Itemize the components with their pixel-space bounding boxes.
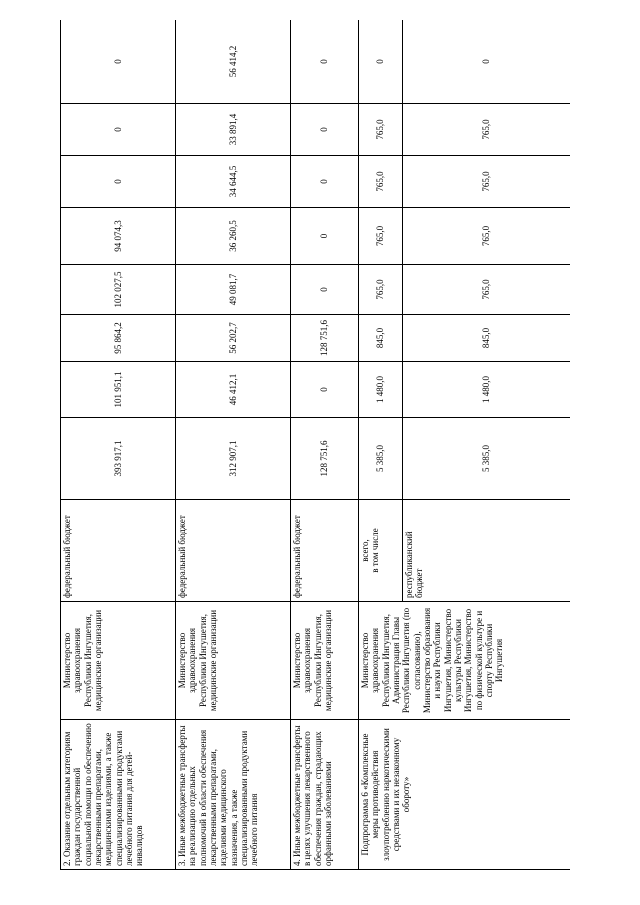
value-cell: 765,0 [403, 156, 571, 208]
value-cell: 46 412,1 [176, 362, 291, 418]
funding-source-cell: федеральный бюджет [291, 500, 359, 602]
value-cell: 5 385,0 [403, 418, 571, 500]
executor-cell: Министерство здравоохранения Республики Ингушетия, Администрация Главы Республики Ингушетия (по согласованию), Министерство образования и науки Республики Ингушетия, Министерство культуры Республики Ингушетия, Министерство по физической культуре и спорту Республики Ингушетия [359, 602, 571, 720]
value-cell: 1 480,0 [359, 362, 403, 418]
value-cell: 0 [403, 20, 571, 104]
value-cell: 0 [291, 20, 359, 104]
value-cell: 765,0 [403, 208, 571, 265]
value-cell: 0 [61, 20, 176, 104]
program-name-cell: 4. Иные межбюджетные трансферты в целях улучшения лекарственного обеспечения граждан, страдающих орфанными заболеваниями [291, 720, 359, 870]
value-cell: 0 [291, 156, 359, 208]
value-cell: 393 917,1 [61, 418, 176, 500]
value-cell: 101 951,1 [61, 362, 176, 418]
value-cell: 36 260,5 [176, 208, 291, 265]
value-cell: 845,0 [403, 315, 571, 362]
table-row [291, 20, 359, 870]
budget-table [60, 20, 570, 870]
value-cell: 765,0 [403, 104, 571, 156]
value-cell: 0 [291, 362, 359, 418]
value-cell: 5 385,0 [359, 418, 403, 500]
subprogram-name-cell: Подпрограмма 6 «Комплексные меры противодействия злоупотреблению наркотическими средствами и их незаконному обороту» [359, 720, 571, 870]
value-cell: 765,0 [359, 208, 403, 265]
value-cell: 0 [359, 20, 403, 104]
program-name-cell: 2. Оказание отдельным категориям граждан государственной социальной помощи по обеспечению лекарственными препаратами, медицинскими изделиями, а также специализированными продуктами лечебного питания для детей-инвалидов [61, 720, 176, 870]
source-total-sublabel: в том числе [370, 528, 381, 573]
funding-source-cell: республиканский бюджет [403, 500, 571, 602]
value-cell: 765,0 [359, 156, 403, 208]
value-cell: 1 480,0 [403, 362, 571, 418]
funding-source-cell: федеральный бюджет [61, 500, 176, 602]
value-cell: 95 864,2 [61, 315, 176, 362]
value-cell: 102 027,5 [61, 265, 176, 315]
value-cell: 128 751,6 [291, 418, 359, 500]
value-cell: 0 [61, 156, 176, 208]
value-cell: 56 414,2 [176, 20, 291, 104]
table-row [61, 20, 176, 870]
executor-cell: Министерство здравоохранения Республики Ингушетия, медицинские организации [291, 602, 359, 720]
value-cell: 56 202,7 [176, 315, 291, 362]
source-total-label: всего, [360, 539, 370, 562]
value-cell: 0 [291, 265, 359, 315]
value-cell: 765,0 [359, 104, 403, 156]
value-cell: 94 074,3 [61, 208, 176, 265]
value-cell: 0 [291, 104, 359, 156]
value-cell: 312 907,1 [176, 418, 291, 500]
value-cell: 0 [61, 104, 176, 156]
value-cell: 33 891,4 [176, 104, 291, 156]
value-cell: 765,0 [359, 265, 403, 315]
table-row [359, 20, 403, 870]
value-cell: 34 644,5 [176, 156, 291, 208]
table-row [176, 20, 291, 870]
executor-cell: Министерство здравоохранения Республики Ингушетия, медицинские организации [61, 602, 176, 720]
executor-cell: Министерство здравоохранения Республики Ингушетия, медицинские организации [176, 602, 291, 720]
funding-source-total-cell [359, 500, 403, 602]
value-cell: 128 751,6 [291, 315, 359, 362]
value-cell: 0 [291, 208, 359, 265]
value-cell: 845,0 [359, 315, 403, 362]
program-name-cell: 3. Иные межбюджетные трансферты на реализацию отдельных полномочий в области обеспечения лекарственными препаратами, изделиями медицинского назначения, а также специализированными продуктами лечебного питания [176, 720, 291, 870]
value-cell: 49 081,7 [176, 265, 291, 315]
funding-source-cell: федеральный бюджет [176, 500, 291, 602]
value-cell: 765,0 [403, 265, 571, 315]
rotated-page [60, 20, 570, 870]
rotated-content [60, 20, 570, 870]
